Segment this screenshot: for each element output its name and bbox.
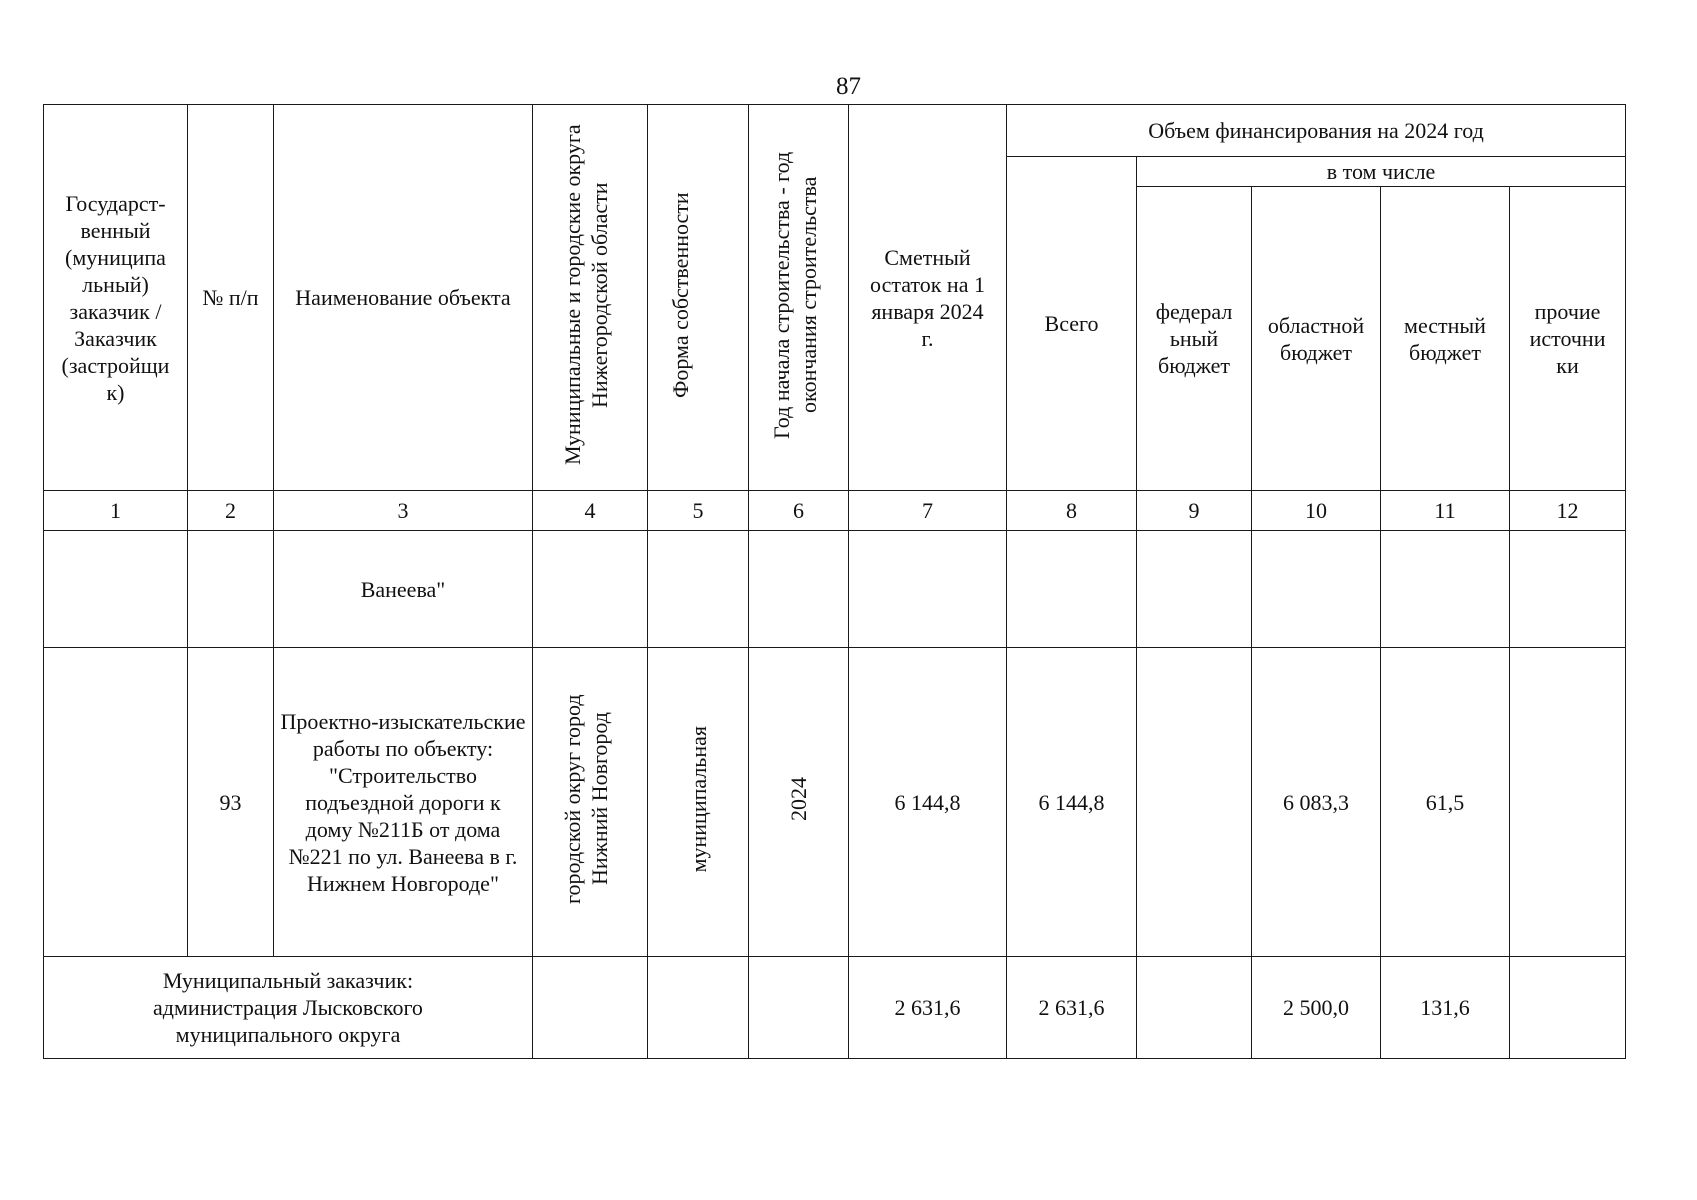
column-number: 7 [849,491,1007,531]
column-number: 4 [533,491,648,531]
summary-customer-label: Муниципальный заказчик: администрация Лысковского муниципального округа [44,957,533,1059]
header-other-sources: прочие источни ки [1510,187,1626,491]
cell-customer [44,648,188,957]
cell-local: 61,5 [1381,648,1510,957]
column-number: 2 [188,491,274,531]
column-number: 3 [274,491,533,531]
cell-federal [1137,531,1252,648]
financing-table [43,104,1626,1059]
cell-customer [44,531,188,648]
cell-district [533,531,648,648]
cell-other [1510,531,1626,648]
column-number: 6 [749,491,849,531]
cell-ownership [648,531,749,648]
cell-regional [1252,531,1381,648]
summary-federal [1137,957,1252,1059]
cell-district: городской округ город Нижний Новгород [560,694,612,904]
column-number: 8 [1007,491,1137,531]
header-federal-budget: федерал ьный бюджет [1137,187,1252,491]
header-customer: Государст-венный (муниципа льный) заказчик / Заказчик (застройщи к) [44,105,188,491]
header-financing-2024: Объем финансирования на 2024 год [1007,105,1626,157]
header-regional-budget: областной бюджет [1252,187,1381,491]
header-estimated-balance: Сметный остаток на 1 января 2024 г. [849,105,1007,491]
cell-other [1510,648,1626,957]
table-row-93 [44,648,1626,957]
column-number: 10 [1252,491,1381,531]
summary-balance: 2 631,6 [849,957,1007,1059]
cell-years [749,531,849,648]
column-numbers-row [44,491,1626,531]
header-row-1 [44,105,1626,157]
cell-total [1007,531,1137,648]
cell-total: 6 144,8 [1007,648,1137,957]
cell-object-name: Проектно-изыскательские работы по объекту: "Строительство подъездной дороги к дому №211Б от дома №221 по ул. Ванеева в г. Нижнем Новгороде" [274,648,533,957]
cell-ownership-cell [648,648,749,957]
cell-balance: 6 144,8 [849,648,1007,957]
summary-district [533,957,648,1059]
header-row-number: № п/п [188,105,274,491]
summary-ownership [648,957,749,1059]
cell-number [188,531,274,648]
column-number: 11 [1381,491,1510,531]
summary-regional: 2 500,0 [1252,957,1381,1059]
summary-total: 2 631,6 [1007,957,1137,1059]
header-local-budget: местный бюджет [1381,187,1510,491]
cell-years: 2024 [786,777,811,821]
summary-local: 131,6 [1381,957,1510,1059]
cell-object-name: Ванеева" [274,531,533,648]
cell-district-cell [533,648,648,957]
summary-other [1510,957,1626,1059]
header-including: в том числе [1137,157,1626,187]
header-district-cell [533,105,648,491]
header-object-name: Наименование объекта [274,105,533,491]
summary-row [44,957,1626,1059]
cell-number: 93 [188,648,274,957]
column-number: 1 [44,491,188,531]
header-ownership-cell [648,105,749,491]
column-number: 12 [1510,491,1626,531]
header-years: Год начала строительства - год окончания строительства [768,150,821,439]
cell-balance [849,531,1007,648]
column-number: 5 [648,491,749,531]
header-total: Всего [1007,157,1137,491]
summary-years [749,957,849,1059]
header-years-cell [749,105,849,491]
page-number: 87 [836,73,861,100]
header-district: Муниципальные и городские округа Нижегородской области [560,124,612,465]
cell-ownership: муниципальная [685,725,711,873]
cell-local [1381,531,1510,648]
header-ownership: Форма собственности [668,191,693,398]
cell-regional: 6 083,3 [1252,648,1381,957]
cell-years-cell [749,648,849,957]
column-number: 9 [1137,491,1252,531]
table-row-continuation [44,531,1626,648]
cell-federal [1137,648,1252,957]
